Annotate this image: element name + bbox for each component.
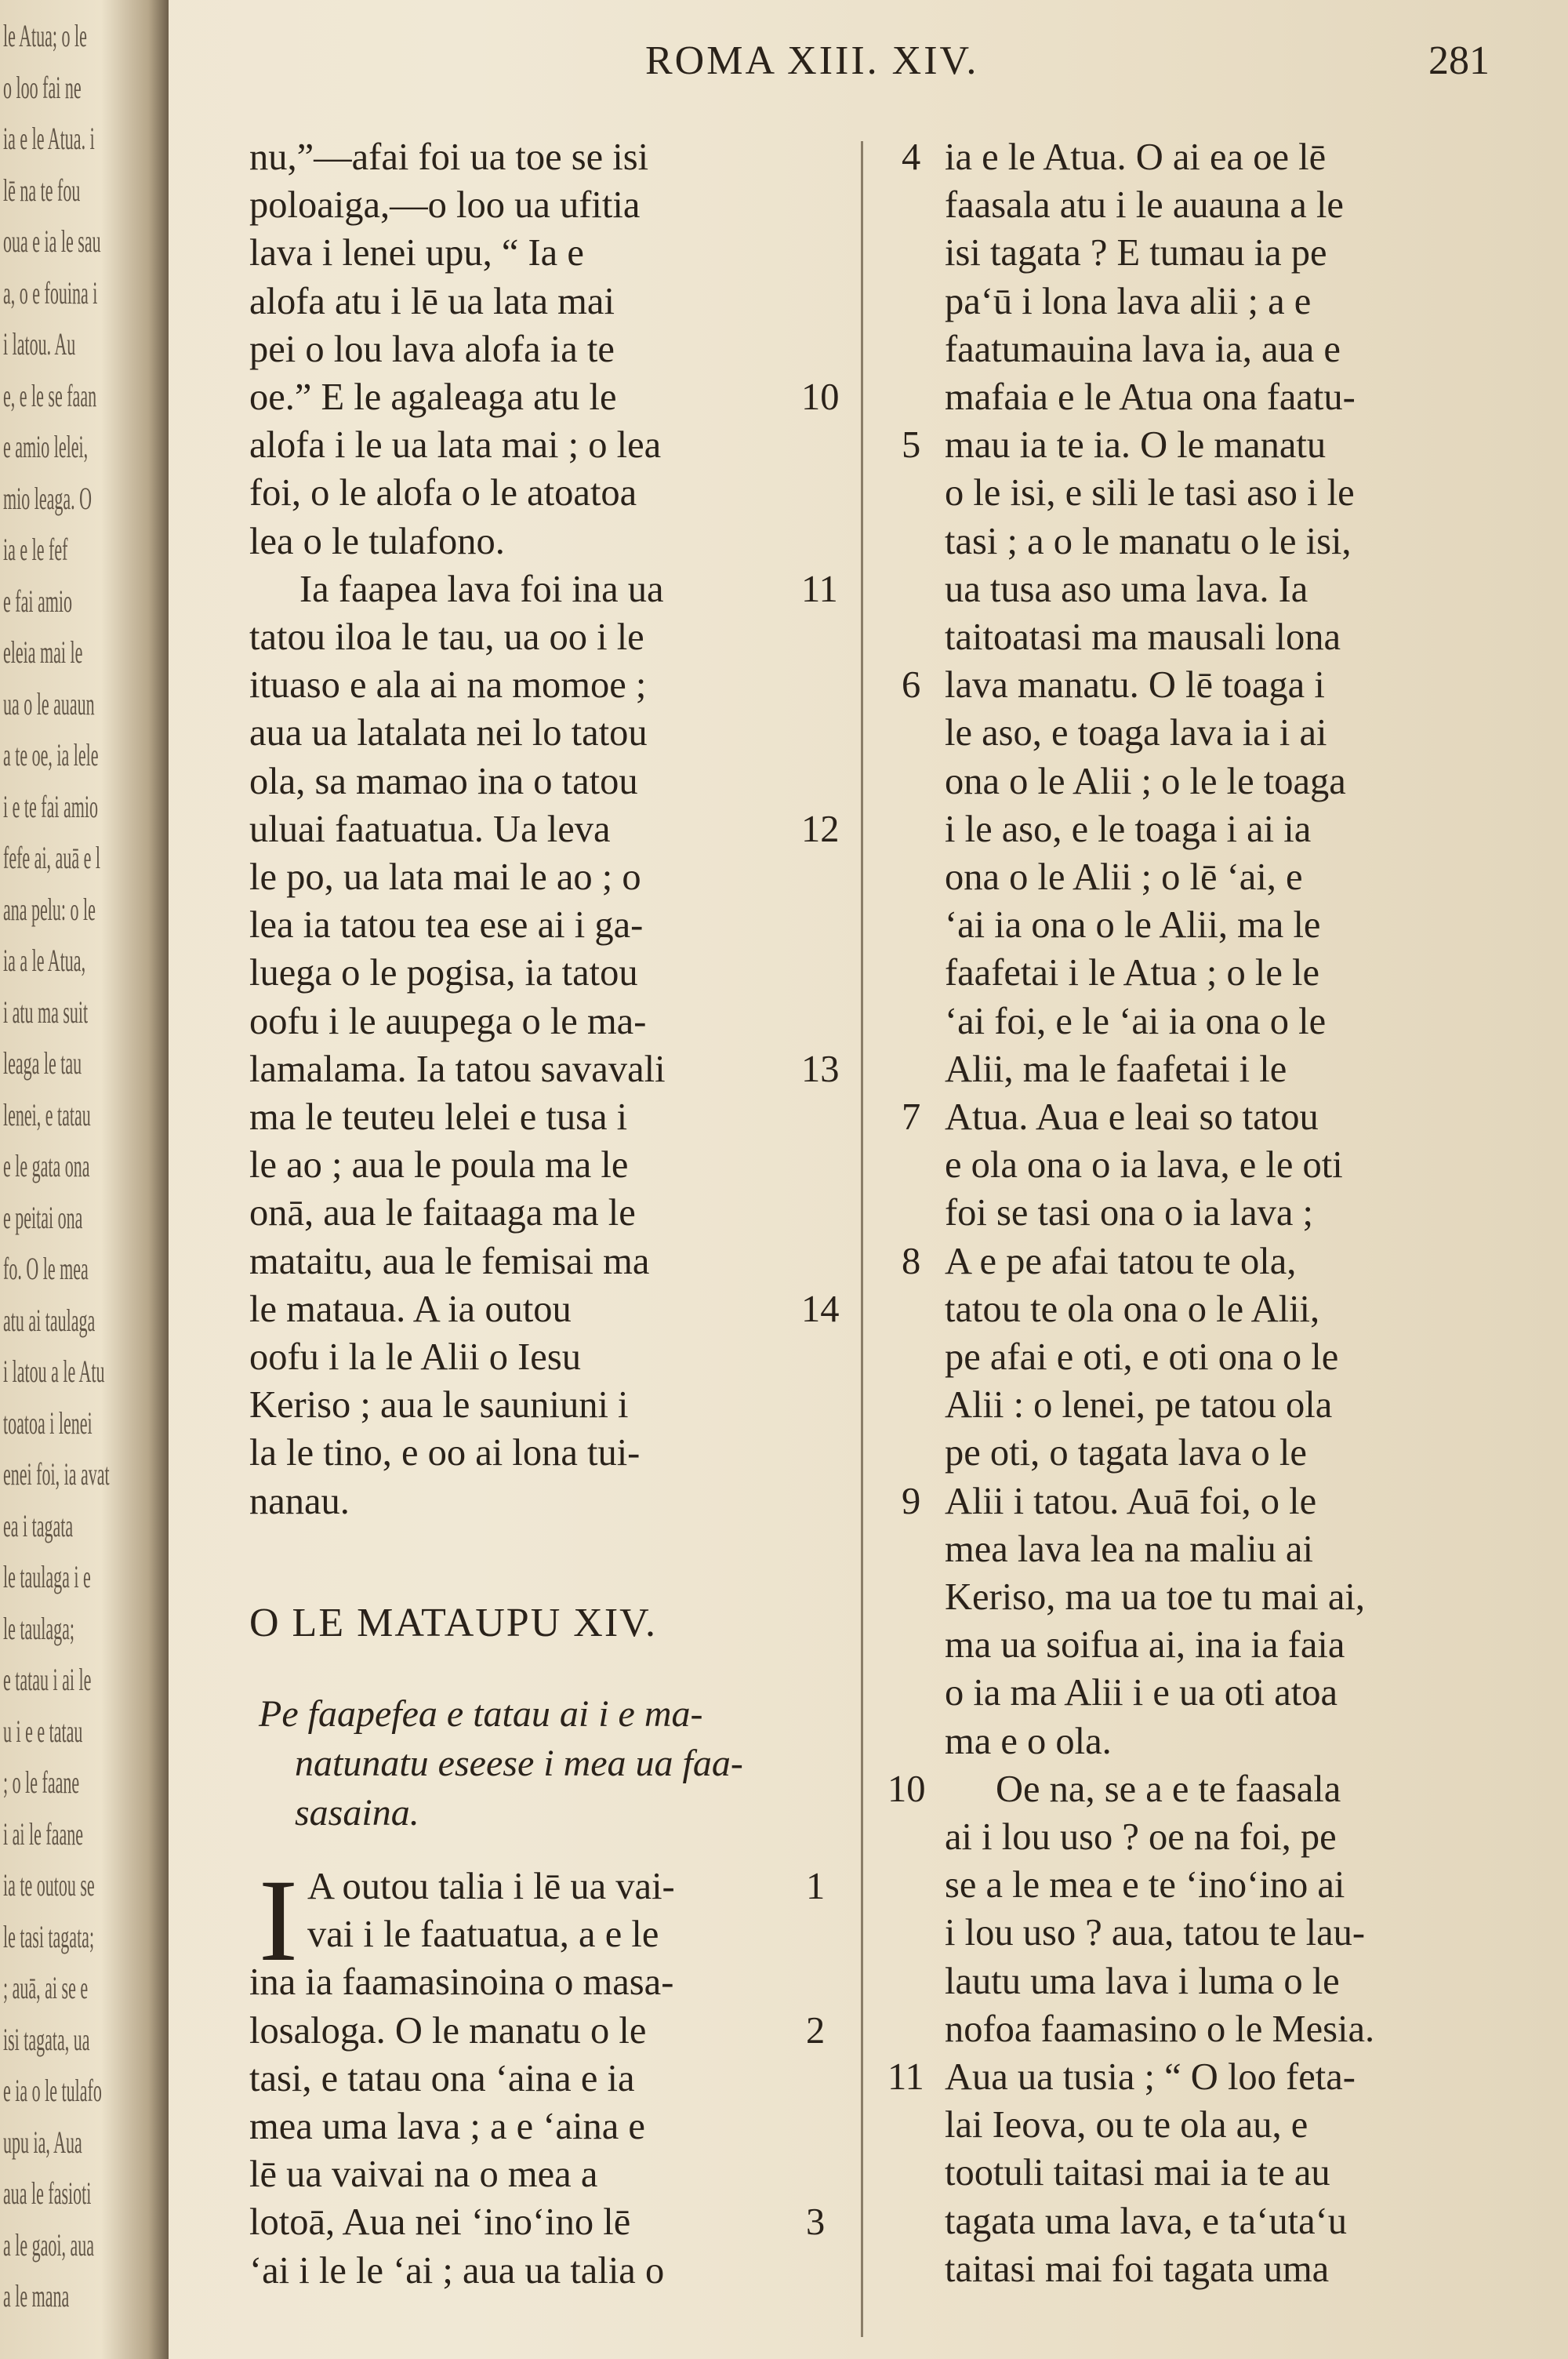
text-line: lē ua vaivai na o mea a: [249, 2154, 598, 2196]
text-line: i lou uso ? aua, tatou te lau-: [945, 1912, 1366, 1954]
gutter-text-line: le taulaga i e: [3, 1559, 91, 1594]
verse-number: 11: [887, 2056, 924, 2098]
page-number: 281: [1428, 38, 1490, 83]
text-line: ituaso e ala ai na momoe ;: [249, 664, 647, 707]
text-line: tasi, e tatau ona ‘aina e ia: [249, 2057, 635, 2099]
gutter-text-line: fefe ai, auā e l: [3, 840, 100, 875]
gutter-text-line: mio leaga. O: [3, 480, 93, 516]
gutter-text-line: e fai amio: [3, 583, 72, 619]
text-line: Keriso, ma ua toe tu mai ai,: [945, 1576, 1366, 1618]
text-line: ma ua soifua ai, ina ia faia: [945, 1624, 1345, 1667]
verse-number: 3: [806, 2201, 826, 2244]
text-line: vai i le faatuatua, a e le: [307, 1914, 659, 1956]
gutter-text-line: ia e le Atua. i: [3, 121, 95, 156]
gutter-text-line: enei foi, ia avat: [3, 1456, 110, 1492]
text-line: mafaia e le Atua ona faatu-: [945, 376, 1356, 418]
text-line: le po, ua lata mai le ao ; o: [249, 856, 641, 898]
gutter-text-line: i latou a le Atu: [3, 1354, 105, 1389]
text-line: ‘ai i le le ‘ai ; aua ua talia o: [249, 2249, 665, 2292]
text-line: alofa i le ua lata mai ; o lea: [249, 424, 662, 467]
gutter-text-line: a le gaoi, aua: [3, 2226, 95, 2263]
gutter-text-line: e, e le se faan: [3, 377, 97, 413]
gutter-text-line: fo. O le mea: [3, 1251, 89, 1286]
text-line: tatou iloa le tau, ua oo i le: [249, 616, 644, 658]
verse-number: 13: [801, 1048, 840, 1090]
gutter-text-line: lē na te fou: [3, 172, 81, 208]
text-line: oofu i la le Alii o Iesu: [249, 1336, 581, 1378]
text-line: i le aso, e le toaga i ai ia: [945, 808, 1312, 850]
text-line: Alii, ma le faafetai i le: [945, 1048, 1287, 1090]
text-line: mataitu, aua le femisai ma: [249, 1240, 650, 1282]
gutter-text-line: ia a le Atua,: [3, 943, 86, 978]
verse-number: 8: [902, 1240, 921, 1282]
text-line: luega o le pogisa, ia tatou: [249, 952, 638, 994]
text-line: mea uma lava ; a e ‘aina e: [249, 2106, 645, 2147]
gutter-text-line: upu ia, Aua: [3, 2124, 82, 2160]
text-line: pe oti, o tagata lava o le: [945, 1432, 1307, 1474]
text-line: Ia faapea lava foi ina ua: [299, 568, 664, 610]
gutter-text-line: e amio lelei,: [3, 429, 89, 464]
gutter-text-line: le taulaga;: [3, 1610, 75, 1646]
text-line: le mataua. A ia outou: [249, 1288, 572, 1330]
text-line: A outou talia i lē ua vai-: [307, 1866, 675, 1907]
gutter-text-line: a le mana: [3, 2278, 70, 2314]
verse-number: 6: [902, 664, 921, 707]
text-line: la le tino, e oo ai lona tui-: [249, 1432, 641, 1474]
text-line: mea lava lea na maliu ai: [945, 1528, 1313, 1570]
gutter-text-line: aua le fasioti: [3, 2175, 92, 2211]
gutter-text-line: oua e ia le sau: [3, 224, 101, 259]
text-line: aua ua latalata nei lo tatou: [249, 712, 648, 754]
verse-number: 2: [806, 2009, 826, 2052]
text-line: nu,”—afai foi ua toe se isi: [249, 136, 649, 178]
verse-number: 14: [801, 1288, 840, 1330]
text-line: taitasi mai foi tagata uma: [945, 2248, 1330, 2290]
gutter-text-line: atu ai taulaga: [3, 1302, 96, 1338]
text-line: le ao ; aua le poula ma le: [249, 1144, 629, 1187]
verse-number: 1: [806, 1866, 826, 1907]
text-line: uluai faatuatua. Ua leva: [249, 808, 611, 850]
text-line: ina ia faamasinoina o masa-: [249, 1961, 674, 2004]
gutter-text-line: i atu ma suit: [3, 994, 89, 1030]
text-line: Alii : o lenei, pe tatou ola: [945, 1384, 1333, 1427]
text-line: A e pe afai tatou te ola,: [945, 1240, 1297, 1282]
gutter-text-line: le Atua; o le: [3, 18, 87, 53]
text-line: lea ia tatou tea ese ai i ga-: [249, 904, 644, 947]
gutter-text-line: u i e e tatau: [3, 1713, 83, 1749]
text-line: e ola ona o ia lava, e le oti: [945, 1144, 1343, 1187]
text-line: poloaiga,—o loo ua ufitia: [249, 184, 641, 227]
gutter-text-line: i latou. Au: [3, 326, 76, 362]
text-line: ona o le Alii ; o lē ‘ai, e: [945, 856, 1303, 898]
text-line: Alii i tatou. Auā foi, o le: [945, 1480, 1317, 1522]
text-line: lea o le tulafono.: [249, 520, 505, 562]
text-line: ma le teuteu lelei e tusa i: [249, 1096, 628, 1138]
gutter-text-line: i e te fai amio: [3, 788, 98, 824]
text-line: le aso, e toaga lava ia i ai: [945, 712, 1327, 754]
verse-number: 12: [801, 808, 840, 850]
gutter-text-line: ; o le faane: [3, 1765, 80, 1800]
summary-line: sasaina.: [295, 1792, 419, 1834]
gutter-text-line: a, o e fouina i: [3, 274, 98, 311]
verse-number: 7: [902, 1096, 921, 1138]
column-divider: [861, 141, 863, 2337]
text-line: faafetai i le Atua ; o le le: [945, 952, 1320, 994]
text-line: taitoatasi ma mausali lona: [945, 616, 1341, 658]
page-header: [249, 38, 1490, 93]
text-line: ola, sa mamao ina o tatou: [249, 760, 638, 802]
text-line: oe.” E le agaleaga atu le: [249, 376, 617, 418]
gutter-text-line: e le gata ona: [3, 1148, 90, 1183]
gutter-text-line: leaga le tau: [3, 1045, 82, 1081]
text-line: pei o lou lava alofa ia te: [249, 328, 615, 370]
gutter-text-line: e peitai ona: [3, 1199, 83, 1235]
gutter-text-line: ua o le auaun: [3, 685, 95, 722]
verse-number: 10: [887, 1768, 926, 1810]
gutter-text-line: le tasi tagata;: [3, 1918, 95, 1954]
text-line: nanau.: [249, 1480, 350, 1522]
facing-page-edge: [0, 0, 169, 2359]
text-line: lai Ieova, ou te ola au, e: [945, 2104, 1308, 2146]
summary-line: natunatu eseese i mea ua faa-: [295, 1743, 743, 1784]
text-line: losaloga. O le manatu o le: [249, 2009, 647, 2052]
text-line: ‘ai foi, e le ‘ai ia ona o le: [945, 1000, 1327, 1042]
gutter-text-line: o loo fai ne: [3, 69, 82, 105]
text-line: Oe na, se a e te faasala: [996, 1768, 1341, 1810]
gutter-text-line: ia e le fef: [3, 532, 68, 567]
text-line: tasi ; a o le manatu o le isi,: [945, 520, 1352, 562]
text-line: lava i lenei upu, “ Ia e: [249, 232, 584, 274]
text-line: isi tagata ? E tumau ia pe: [945, 232, 1327, 274]
verse-number: 10: [801, 376, 840, 418]
gutter-text-line: eleia mai le: [3, 634, 83, 670]
text-line: onā, aua le faitaaga ma le: [249, 1192, 636, 1234]
text-line: o ia ma Alii i e ua oti atoa: [945, 1672, 1338, 1714]
verse-number: 5: [902, 424, 921, 467]
text-line: oofu i le auupega o le ma-: [249, 1000, 647, 1042]
text-line: faasala atu i le auauna a le: [945, 184, 1344, 227]
text-line: Keriso ; aua le sauniuni i: [249, 1384, 629, 1427]
text-line: lotoā, Aua nei ‘ino‘ino lē: [249, 2201, 631, 2244]
text-line: nofoa faamasino o le Mesia.: [945, 2008, 1375, 2050]
gutter-text-line: toatoa i lenei: [3, 1405, 93, 1441]
text-line: alofa atu i lē ua lata mai: [249, 280, 615, 322]
text-line: ua tusa aso uma lava. Ia: [945, 568, 1308, 610]
text-line: pe afai e oti, e oti ona o le: [945, 1336, 1339, 1378]
text-line: foi se tasi ona o ia lava ;: [945, 1192, 1314, 1234]
summary-line: Pe faapefea e tatau ai i e ma-: [259, 1693, 703, 1735]
gutter-text-line: ea i tagata: [3, 1507, 74, 1543]
text-line: tagata uma lava, e ta‘uta‘u: [945, 2200, 1348, 2242]
gutter-text-line: ; auā, ai se e: [3, 1970, 89, 2005]
text-line: lamalama. Ia tatou savavali: [249, 1048, 666, 1090]
running-title: ROMA XIII. XIV.: [645, 38, 979, 83]
gutter-text-line: i ai le faane: [3, 1816, 83, 1852]
text-line: pa‘ū i lona lava alii ; a e: [945, 280, 1312, 322]
text-line: lava manatu. O lē toaga i: [945, 664, 1325, 707]
text-line: ia e le Atua. O ai ea oe lē: [945, 136, 1327, 178]
gutter-text-line: lenei, e tatau: [3, 1096, 91, 1132]
text-line: foi, o le alofa o le atoatoa: [249, 472, 637, 514]
gutter-text-line: ia te outou se: [3, 1867, 95, 1903]
gutter-text-line: ana pelu: o le: [3, 891, 96, 927]
verse-number: 11: [801, 568, 838, 610]
text-line: ona o le Alii ; o le le toaga: [945, 760, 1346, 802]
text-line: faatumauina lava ia, aua e: [945, 328, 1341, 370]
text-line: tatou te ola ona o le Alii,: [945, 1288, 1320, 1330]
drop-cap: I: [259, 1856, 298, 1986]
text-line: se a le mea e te ‘ino‘ino ai: [945, 1864, 1345, 1906]
text-line: ‘ai ia ona o le Alii, ma le: [945, 904, 1321, 947]
gutter-text-line: a te oe, ia lele: [3, 737, 99, 772]
text-line: Aua ua tusia ; “ O loo feta-: [945, 2056, 1356, 2098]
text-line: tootuli taitasi mai ia te au: [945, 2152, 1330, 2194]
text-line: mau ia te ia. O le manatu: [945, 424, 1327, 467]
gutter-text-line: isi tagata, ua: [3, 2021, 90, 2057]
text-line: ai i lou uso ? oe na foi, pe: [945, 1816, 1337, 1858]
text-line: ma e o ola.: [945, 1720, 1112, 1762]
verse-number: 9: [902, 1480, 921, 1522]
text-line: Atua. Aua e leai so tatou: [945, 1096, 1319, 1138]
gutter-text-line: e ia o le tulafo: [3, 2073, 102, 2108]
verse-number: 4: [902, 136, 921, 178]
chapter-heading: O LE MATAUPU XIV.: [249, 1601, 658, 1645]
text-line: lautu uma lava i luma o le: [945, 1960, 1340, 2002]
gutter-text-line: e tatau i ai le: [3, 1662, 92, 1697]
text-line: o le isi, e sili le tasi aso i le: [945, 472, 1355, 514]
